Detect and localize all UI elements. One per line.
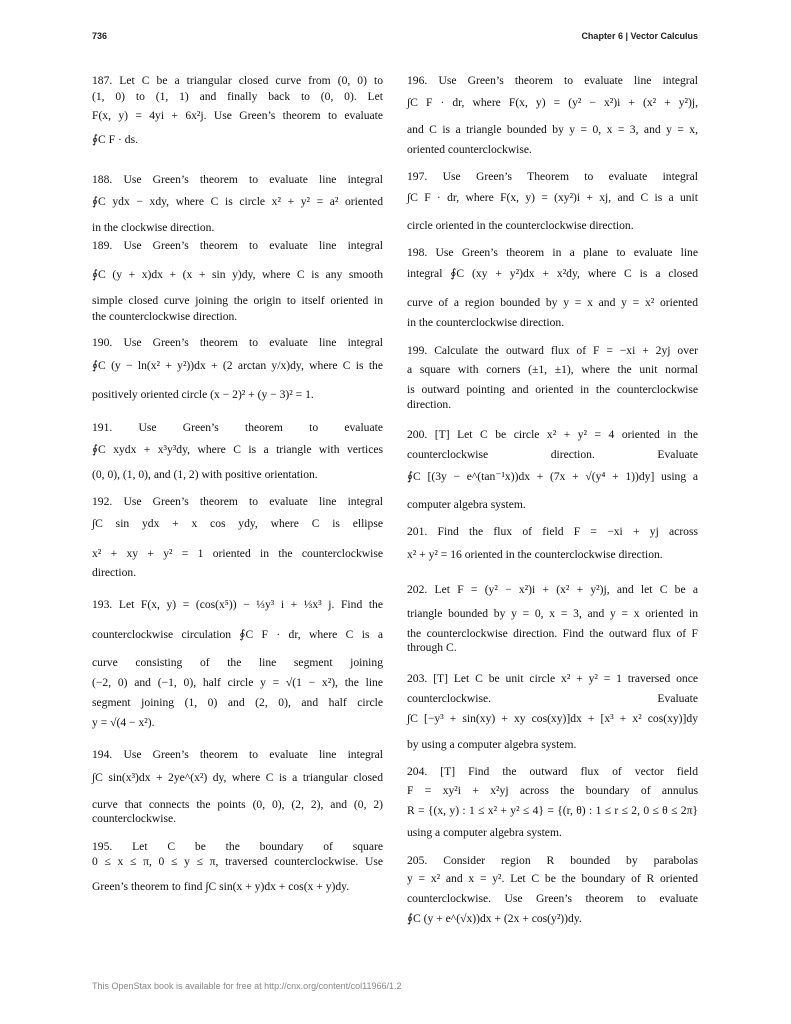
exercise-line: 194. Use Green’s theorem to evaluate line integral xyxy=(92,748,383,761)
exercise-line: ∫C sin(x³)dx + 2ye^(x²) dy, where C is a triangular closed xyxy=(92,771,383,784)
exercise-line: ∫C [−y³ + sin(xy) + xy cos(xy)]dx + [x³ + x² cos(xy)]dy xyxy=(407,712,698,725)
exercise-line: (1, 0) to (1, 1) and finally back to (0, 0). Let xyxy=(92,90,383,103)
exercise-line: y = √(4 − x²). xyxy=(92,716,155,729)
exercise-line: counterclockwise. Evaluate xyxy=(407,692,698,705)
exercise-line: ∫C sin ydx + x cos ydy, where C is ellipse xyxy=(92,517,383,530)
exercise-line: using a computer algebra system. xyxy=(407,826,562,839)
exercise-line: ∮C xydx + x³y³dy, where C is a triangle with vertices xyxy=(92,443,383,456)
exercise-line: in the counterclockwise direction. xyxy=(407,316,565,329)
exercise-line: 193. Let F(x, y) = (cos(x⁵)) − ⅓y³ i + ⅓x³ j. Find the xyxy=(92,598,383,611)
exercise-line: x² + y² = 16 oriented in the counterclockwise direction. xyxy=(407,548,663,561)
exercise-line: 198. Use Green’s theorem in a plane to evaluate line xyxy=(407,246,698,259)
exercise-line: curve of a region bounded by y = x and y = x² oriented xyxy=(407,296,698,309)
exercise-line: ∮C [(3y − e^(tan⁻¹x))dx + (7x + √(y⁴ + 1))dy] using a xyxy=(407,470,698,483)
exercise-line: ∮C ydx − xdy, where C is circle x² + y² = a² oriented xyxy=(92,195,383,208)
exercise-line: 188. Use Green’s theorem to evaluate line integral xyxy=(92,173,383,186)
exercise-line: circle oriented in the counterclockwise direction. xyxy=(407,219,634,232)
exercise-line: F(x, y) = 4yi + 6x²j. Use Green’s theorem to evaluate xyxy=(92,109,383,122)
exercise-line: y = x² and x = y². Let C be the boundary of R oriented xyxy=(407,872,698,885)
exercise-line: 191. Use Green’s theorem to evaluate xyxy=(92,421,383,434)
exercise-line: is outward pointing and oriented in the counterclockwise xyxy=(407,383,698,396)
exercise-line: simple closed curve joining the origin to itself oriented in xyxy=(92,294,383,307)
exercise-line: (0, 0), (1, 0), and (1, 2) with positive orientation. xyxy=(92,468,318,481)
exercise-line: 187. Let C be a triangular closed curve from (0, 0) to xyxy=(92,74,383,87)
exercise-line: (−2, 0) and (−1, 0), half circle y = √(1 − x²), the line xyxy=(92,676,383,689)
exercise-line: triangle bounded by y = 0, x = 3, and y = x oriented in xyxy=(407,607,698,620)
exercise-line: computer algebra system. xyxy=(407,498,526,511)
exercise-line: segment joining (1, 0) and (2, 0), and half circle xyxy=(92,696,383,709)
exercise-line: 202. Let F = (y² − x²)i + (x² + y²)j, and let C be a xyxy=(407,583,698,596)
exercise-line: 196. Use Green’s theorem to evaluate line integral xyxy=(407,74,698,87)
exercise-line: counterclockwise direction. Evaluate xyxy=(407,448,698,461)
exercise-line: x² + xy + y² = 1 oriented in the counterclockwise xyxy=(92,547,383,560)
footer-note: This OpenStax book is available for free at http://cnx.org/content/col11966/1.2 xyxy=(92,981,402,991)
exercise-line: ∮C (y − ln(x² + y²))dx + (2 arctan y/x)dy, where C is the xyxy=(92,359,383,372)
exercise-line: counterclockwise. Use Green’s theorem to evaluate xyxy=(407,892,698,905)
exercise-line: 190. Use Green’s theorem to evaluate line integral xyxy=(92,336,383,349)
exercise-line: 0 ≤ x ≤ π, 0 ≤ y ≤ π, traversed counterclockwise. Use xyxy=(92,855,383,868)
exercise-line: positively oriented circle (x − 2)² + (y − 3)² = 1. xyxy=(92,388,314,401)
exercise-line: ∮C (y + x)dx + (x + sin y)dy, where C is any smooth xyxy=(92,268,383,281)
exercise-line: ∮C F · ds. xyxy=(92,133,138,146)
exercise-line: through C. xyxy=(407,641,457,654)
exercise-line: the counterclockwise direction. xyxy=(92,310,238,323)
exercise-line: counterclockwise circulation ∮C F · dr, where C is a xyxy=(92,628,383,641)
exercise-line: 197. Use Green’s Theorem to evaluate integral xyxy=(407,170,698,183)
exercise-line: curve that connects the points (0, 0), (2, 2), and (0, 2) xyxy=(92,798,383,811)
exercise-line: by using a computer algebra system. xyxy=(407,738,577,751)
exercise-line: the counterclockwise direction. Find the outward flux of F xyxy=(407,627,698,640)
exercise-line: 199. Calculate the outward flux of F = −xi + 2yj over xyxy=(407,344,698,357)
exercise-line: ∫C F · dr, where F(x, y) = (y² − x²)i + (x² + y²)j, xyxy=(407,96,698,109)
exercise-line: Green’s theorem to find ∫C sin(x + y)dx + cos(x + y)dy. xyxy=(92,880,350,893)
exercise-line: 200. [T] Let C be circle x² + y² = 4 oriented in the xyxy=(407,428,698,441)
exercise-line: and C is a triangle bounded by y = 0, x = 3, and y = x, xyxy=(407,123,698,136)
exercise-line: 205. Consider region R bounded by parabolas xyxy=(407,854,698,867)
exercise-line: ∮C (y + e^(√x))dx + (2x + cos(y²))dy. xyxy=(407,912,582,925)
exercise-line: oriented counterclockwise. xyxy=(407,143,532,156)
exercise-line: 204. [T] Find the outward flux of vector field xyxy=(407,765,698,778)
exercise-line: 189. Use Green’s theorem to evaluate line integral xyxy=(92,239,383,252)
exercise-line: 201. Find the flux of field F = −xi + yj across xyxy=(407,525,698,538)
exercise-line: curve consisting of the line segment joining xyxy=(92,656,383,669)
exercise-line: direction. xyxy=(407,398,452,411)
exercise-line: 203. [T] Let C be unit circle x² + y² = 1 traversed once xyxy=(407,672,698,685)
exercise-line: in the clockwise direction. xyxy=(92,221,215,234)
page-number: 736 xyxy=(92,31,108,41)
exercise-line: 192. Use Green’s theorem to evaluate line integral xyxy=(92,495,383,508)
exercise-line: a square with corners (±1, ±1), where the unit normal xyxy=(407,363,698,376)
exercise-line: direction. xyxy=(92,566,137,579)
exercise-line: 195. Let C be the boundary of square xyxy=(92,840,383,853)
exercise-line: R = {(x, y) : 1 ≤ x² + y² ≤ 4} = {(r, θ) : 1 ≤ r ≤ 2, 0 ≤ θ ≤ 2π} xyxy=(407,804,698,817)
chapter-title: Chapter 6 | Vector Calculus xyxy=(581,31,698,41)
exercise-line: integral ∮C (xy + y²)dx + x²dy, where C is a closed xyxy=(407,267,698,280)
exercise-line: F = xy²i + x²yj across the boundary of annulus xyxy=(407,784,698,797)
exercise-line: counterclockwise. xyxy=(92,812,177,825)
exercise-line: ∫C F · dr, where F(x, y) = (xy²)i + xj, and C is a unit xyxy=(407,191,698,204)
